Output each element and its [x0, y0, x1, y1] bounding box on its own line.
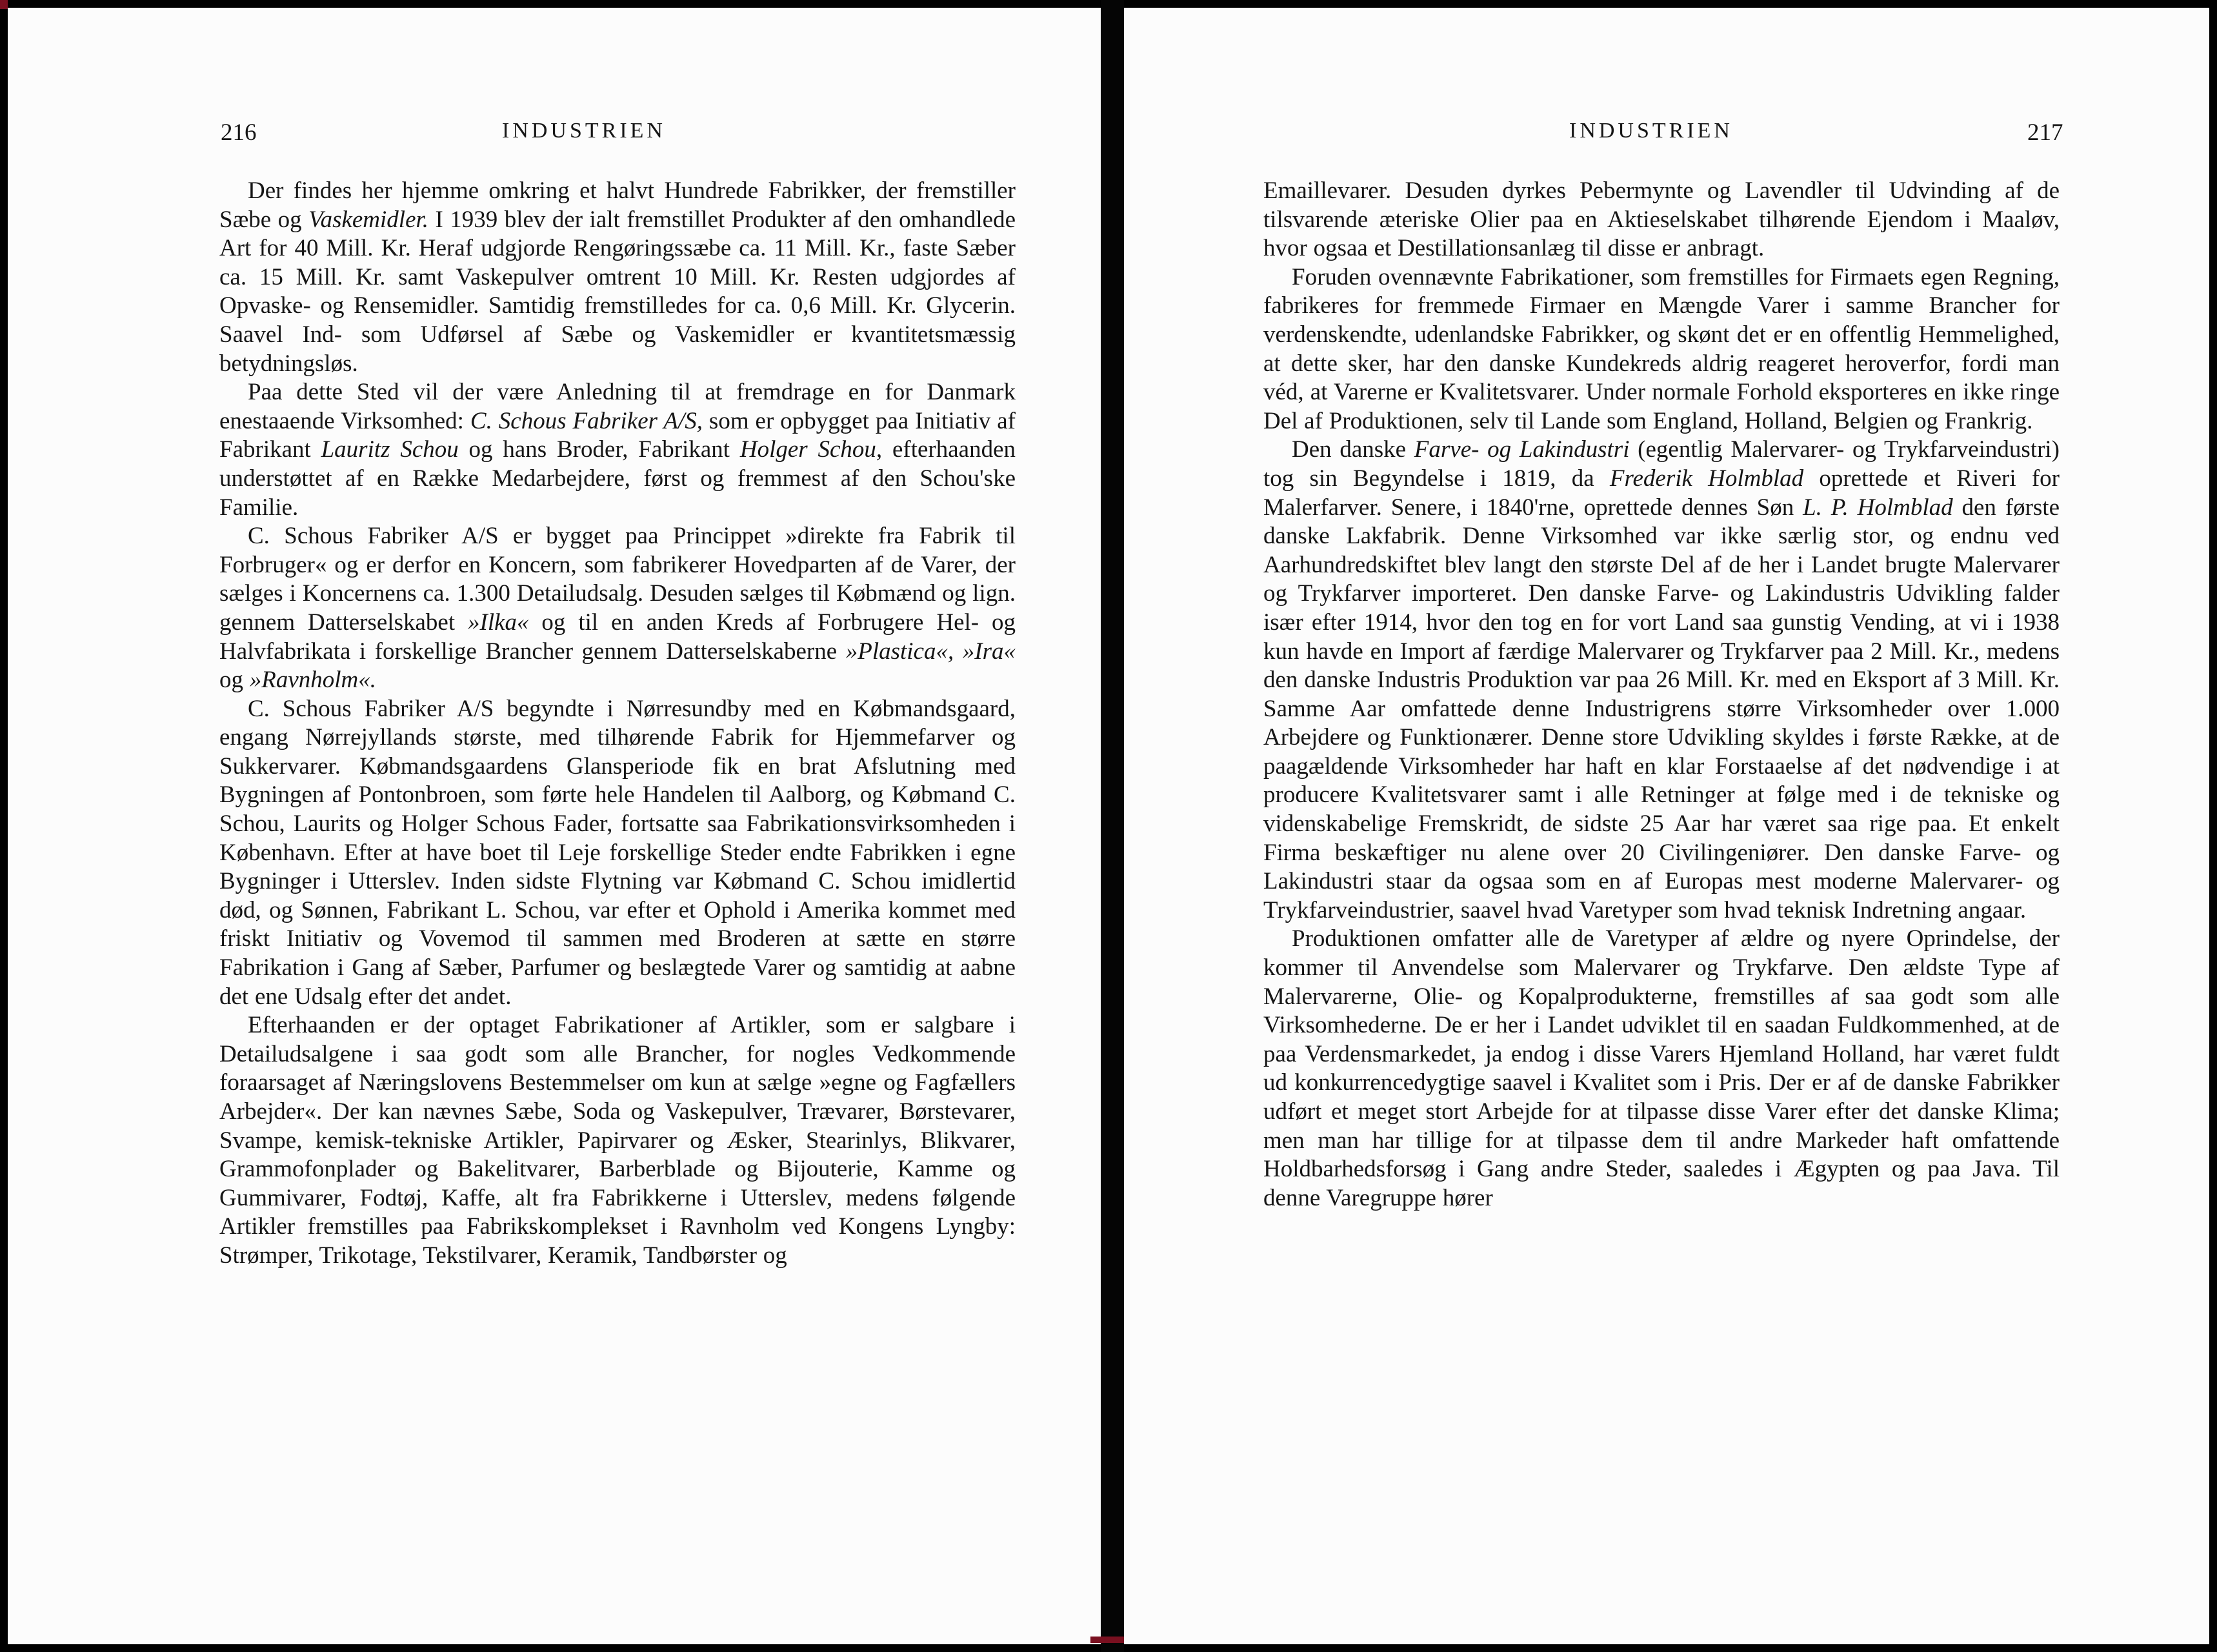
left-page-body	[219, 177, 1016, 1271]
italic-text: Farve- og Lakindustri	[1414, 436, 1630, 463]
text-run: efterhaanden understøttet af en Række Medarbejdere, først og fremmest af den Schou'ske Familie.	[219, 436, 1016, 521]
right-page-body	[1263, 177, 2060, 1213]
text-run: C. Schous Fabriker A/S er bygget paa Princippet »direkte fra Fabrik til Forbruger« og er derfor en Koncern, som fabrikerer Hovedparten af de Varer, der sælges i Koncernens ca. 1.300 Detailudsalg. Desuden sælges til Købmænd og lign. gennem Datterselskabet	[219, 523, 1016, 636]
italic-text: L. P. Holmblad	[1803, 494, 1953, 521]
italic-text: »Ilka«	[468, 609, 529, 636]
text-run: Den danske	[1292, 436, 1414, 463]
text-run: Foruden ovennævnte Fabrikationer, som fremstilles for Firmaets egen Regning, fabrikeres for fremmede Firmaer en Mængde Varer i samme Brancher for verdenskendte, udenlandske Fabrikker, og skønt det er en offentlig Hemmelighed, at dette sker, har den danske Kundekreds aldrig reageret heroverfor, fordi man véd, at Varerne er Kvalitetsvarer. Under normale Forhold eksporteres en ikke ringe Del af Produktionen, selv til Lande som England, Holland, Belgien og Frankrig.	[1263, 263, 2060, 434]
text-run: som er opbygget paa Initiativ af Fabrikant	[219, 407, 1016, 463]
text-run: den første danske Lakfabrik. Denne Virksomhed var ikke særlig stor, og endnu ved Aarhundredskiftet blev langt den største Del af de her i Landet brugte Malervarer og Trykfarver importeret. Den danske Farve- og Lakindustris Udvikling falder især efter 1914, hvor den tog en for vort Land saa gunstig Vending, at vi i 1938 kun havde en Import af færdige Malervarer og Trykfarver paa 2 Mill. Kr., medens den danske Industris Produktion var paa 26 Mill. Kr. med en Eksport af 3 Mill. Kr. Samme Aar omfattede denne Industrigrens større Virksomheder over 1.000 Arbejdere og Funktionærer. Denne store Udvikling skyldes i første Række, at de paagældende Virksomheder har haft en klar Forstaaelse af det nødvendige i at producere Kvalitetsvarer samt i alle Retninger at følge med i de tekniske og videnskabelige Fremskridt, de sidste 25 Aar har været saa rige paa. Et enkelt Firma beskæftiger nu alene over 20 Civilingeniører. Den danske Farve- og Lakindustri staar da ogsaa som en af Europas mest moderne Malervarer- og Trykfarveindustrier, saavel hvad Varetyper som hvad teknisk Indretning angaar.	[1263, 494, 2060, 923]
paragraph	[1263, 436, 2060, 925]
running-head: INDUSTRIEN	[502, 119, 666, 143]
scan-edge-mark	[0, 0, 8, 9]
italic-text: »Ravnholm«.	[249, 667, 377, 694]
text-run: og	[219, 667, 250, 694]
left-page	[8, 8, 1101, 1644]
text-run: (egentlig Malervarer- og Trykfarveindustri) tog sin Begyndelse i 1819, da	[1263, 436, 2060, 492]
paragraph	[219, 1011, 1016, 1270]
right-page	[1124, 8, 2209, 1644]
text-run: Produktionen omfatter alle de Varetyper af ældre og nyere Oprindelse, der kommer til Anvendelse som Malervarer og Trykfarve. Den ældste Type af Malervarerne, Olie- og Kopalprodukterne, fremstilles af saa godt som alle Virksomhederne. De er her i Landet udviklet til en saadan Fuldkommenhed, at de paa Verdensmarkedet, ja endog i disse Varers Hjemland Holland, har været fuldt ud konkurrencedygtige saavel i Kvalitet som i Pris. Der er af de danske Fabrikker udført et meget stort Arbejde for at tilpasse disse Varer efter det danske Klima; men man har tillige for at tilpasse dem til andre Markeder haft omfattende Holdbarhedsforsøg i Gang andre Steder, saaledes i Ægypten og paa Java. Til denne Varegruppe hører	[1263, 925, 2060, 1211]
italic-text: C. Schous Fabriker A/S,	[470, 407, 703, 434]
italic-text: »Plastica«, »Ira«	[845, 638, 1016, 665]
text-run: oprettede et Riveri for Malerfarver. Senere, i 1840'rne, oprettede dennes Søn	[1263, 465, 2060, 521]
text-run: C. Schous Fabriker A/S begyndte i Nørresundby med en Købmandsgaard, engang Nørrejyllands største, med tilhørende Fabrik for Hjemmefarver og Sukkervarer. Købmandsgaardens Glansperiode fik en brat Afslutning med Bygningen af Pontonbroen, som førte hele Handelen til Aalborg, og Købmand C. Schou, Laurits og Holger Schous Fader, fortsatte saa Fabrikationsvirksomheden i København. Efter at have boet til Leje forskellige Steder endte Fabrikken i egne Bygninger i Utterslev. Inden sidste Flytning var Købmand C. Schou imidlertid død, og Sønnen, Fabrikant L. Schou, var efter et Ophold i Amerika kommet med friskt Initiativ og Vovemod til sammen med Broderen at sætte en større Fabrikation i Gang af Sæber, Parfumer og beslægtede Varer og samtidig at aabne det ene Udsalg efter det andet.	[219, 695, 1016, 1010]
italic-text: Lauritz Schou	[321, 436, 459, 463]
page-number: 217	[2027, 119, 2063, 146]
text-run: Paa dette Sted vil der være Anledning til at fremdrage en for Danmark enestaaende Virksomhed:	[219, 379, 1016, 434]
running-head: INDUSTRIEN	[1569, 119, 1733, 143]
paragraph	[1263, 263, 2060, 436]
paragraph	[219, 695, 1016, 1012]
text-run: Efterhaanden er der optaget Fabrikationer af Artikler, som er salgbare i Detailudsalgene i saa godt som alle Brancher, for nogles Vedkommende foraarsaget af Næringslovens Bestemmelser om kun at sælge »egne og Fagfællers Arbejder«. Der kan nævnes Sæbe, Soda og Vaskepulver, Trævarer, Børstevarer, Svampe, kemisk-tekniske Artikler, Papirvarer og Æsker, Stearinlys, Blikvarer, Grammofonplader og Bakelitvarer, Barberblade og Bijouterie, Kamme og Gummivarer, Fodtøj, Kaffe, alt fra Fabrikkerne i Utterslev, medens følgende Artikler fremstilles paa Fabrikskomplekset i Ravnholm ved Kongens Lyngby: Strømper, Trikotage, Tekstilvarer, Keramik, Tandbørster og	[219, 1012, 1016, 1269]
paragraph	[219, 378, 1016, 522]
book-gutter	[1101, 0, 1124, 1652]
text-run: Der findes her hjemme omkring et halvt Hundrede Fabrikker, der fremstiller Sæbe og	[219, 177, 1016, 233]
paragraph	[1263, 925, 2060, 1213]
italic-text: Vaskemidler.	[308, 206, 429, 233]
text-run: og hans Broder, Fabrikant	[458, 436, 740, 463]
page-number: 216	[221, 119, 257, 146]
italic-text: Holger Schou,	[739, 436, 883, 463]
text-run: Emaillevarer. Desuden dyrkes Pebermynte og Lavendler til Udvinding af de tilsvarende æteriske Olier paa en Aktieselskabet tilhørende Ejendom i Maaløv, hvor ogsaa et Destillationsanlæg til disse er anbragt.	[1263, 177, 2060, 262]
paragraph	[219, 522, 1016, 695]
italic-text: Frederik Holmblad	[1609, 465, 1804, 492]
paragraph	[1263, 177, 2060, 263]
text-run: og til en anden Kreds af Forbrugere Hel- og Halvfabrikata i forskellige Brancher gennem Datterselskaberne	[219, 609, 1016, 665]
text-run: I 1939 blev der ialt fremstillet Produkter af den omhandlede Art for 40 Mill. Kr. Heraf udgjorde Rengøringssæbe ca. 11 Mill. Kr., faste Sæber ca. 15 Mill. Kr. samt Vaskepulver omtrent 10 Mill. Kr. Resten udgjordes af Opvaske- og Rensemidler. Samtidig fremstilledes for ca. 0,6 Mill. Kr. Glycerin. Saavel Ind- som Udførsel af Sæbe og Vaskemidler er kvantitetsmæssig betydningsløs.	[219, 206, 1016, 377]
paragraph	[219, 177, 1016, 378]
bookmark-ribbon	[1090, 1637, 1129, 1643]
